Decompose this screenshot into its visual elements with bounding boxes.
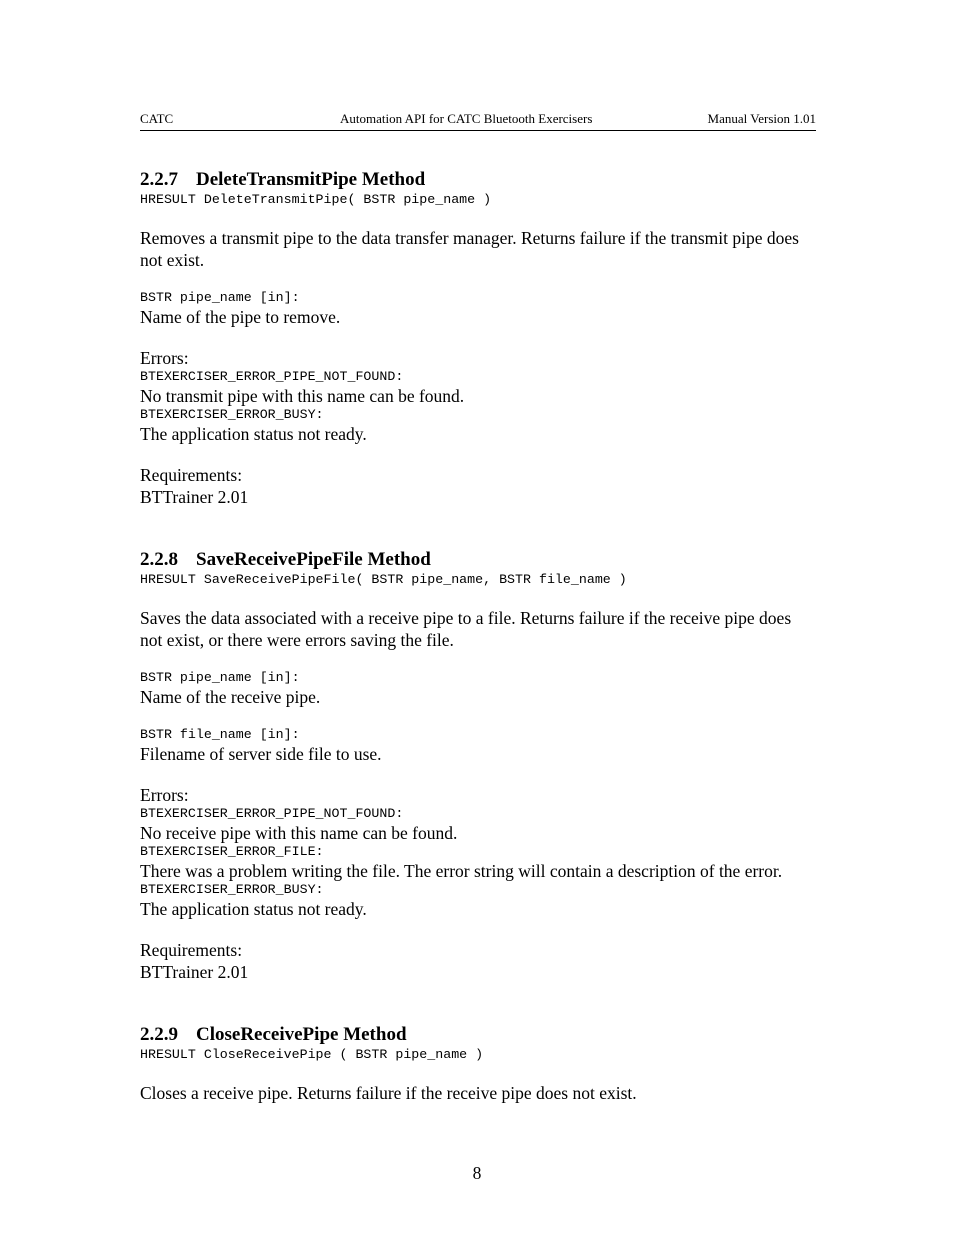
section-number: 2.2.9 (140, 1024, 178, 1045)
method-description: Removes a transmit pipe to the data transfer manager. Returns failure if the transmit pipe does not exist. (140, 228, 799, 270)
error-description: No receive pipe with this name can be found. (140, 823, 458, 843)
method-description: Saves the data associated with a receive pipe to a file. Returns failure if the receive pipe does not exist, or there were errors saving the file. (140, 608, 792, 650)
param-description: Name of the pipe to remove. (140, 307, 341, 327)
running-header (140, 111, 816, 131)
requirements-value: BTTrainer 2.01 (140, 962, 249, 982)
param-declaration: BSTR pipe_name [in]: (140, 290, 300, 305)
param-description: Name of the receive pipe. (140, 687, 321, 707)
error-description: The application status not ready. (140, 424, 367, 444)
header-version: Manual Version 1.01 (707, 111, 816, 126)
section-title: SaveReceivePipeFile Method (196, 549, 431, 570)
section-delete-transmit-pipe (140, 168, 816, 508)
errors-label: Errors: (140, 348, 189, 368)
requirements-label: Requirements: (140, 465, 243, 485)
section-title: DeleteTransmitPipe Method (196, 169, 426, 190)
error-description: There was a problem writing the file. The error string will contain a description of the error. (140, 861, 783, 881)
method-description: Closes a receive pipe. Returns failure if the receive pipe does not exist. (140, 1083, 637, 1103)
error-code: BTEXERCISER_ERROR_PIPE_NOT_FOUND: (140, 806, 404, 821)
page-number: 8 (472, 1163, 482, 1183)
header-title: Automation API for CATC Bluetooth Exercisers (340, 111, 593, 126)
section-heading (140, 168, 816, 192)
method-signature: HRESULT SaveReceivePipeFile( BSTR pipe_name, BSTR file_name ) (140, 572, 627, 587)
error-description: No transmit pipe with this name can be found. (140, 386, 465, 406)
method-signature: HRESULT DeleteTransmitPipe( BSTR pipe_name ) (140, 192, 492, 207)
error-description: The application status not ready. (140, 899, 367, 919)
section-number: 2.2.8 (140, 549, 178, 570)
param-declaration: BSTR pipe_name [in]: (140, 670, 300, 685)
section-close-receive-pipe (140, 1023, 816, 1104)
method-signature: HRESULT CloseReceivePipe ( BSTR pipe_name ) (140, 1047, 484, 1062)
error-code: BTEXERCISER_ERROR_BUSY: (140, 882, 324, 897)
error-code: BTEXERCISER_ERROR_PIPE_NOT_FOUND: (140, 369, 404, 384)
errors-label: Errors: (140, 785, 189, 805)
section-number: 2.2.7 (140, 169, 178, 190)
section-title: CloseReceivePipe Method (196, 1024, 407, 1045)
requirements-value: BTTrainer 2.01 (140, 487, 249, 507)
requirements-label: Requirements: (140, 940, 243, 960)
error-code: BTEXERCISER_ERROR_BUSY: (140, 407, 324, 422)
page-content (140, 168, 816, 1104)
section-heading (140, 548, 816, 572)
section-heading (140, 1023, 816, 1047)
param-description: Filename of server side file to use. (140, 744, 382, 764)
param-declaration: BSTR file_name [in]: (140, 727, 300, 742)
header-left: CATC (140, 111, 174, 126)
section-save-receive-pipe-file (140, 548, 816, 983)
error-code: BTEXERCISER_ERROR_FILE: (140, 844, 324, 859)
